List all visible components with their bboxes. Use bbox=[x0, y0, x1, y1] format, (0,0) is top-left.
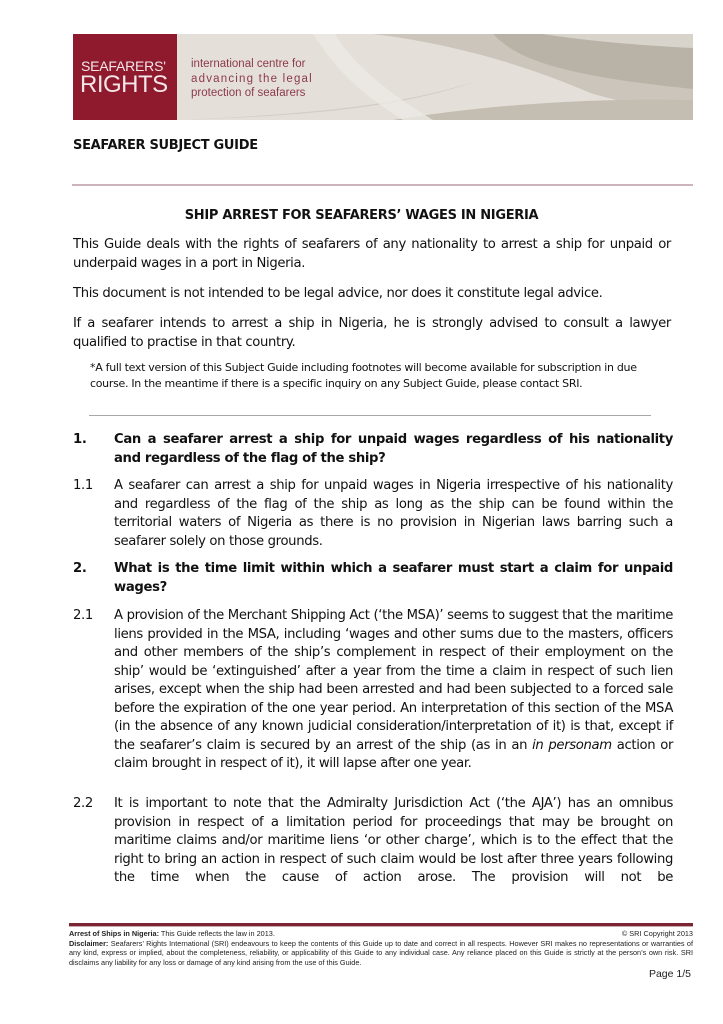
divider bbox=[72, 184, 693, 186]
item-text bbox=[114, 607, 673, 774]
copyright: © SRI Copyright 2013 bbox=[621, 929, 693, 938]
divider bbox=[89, 415, 651, 416]
intro-paragraph: This document is not intended to be legal advice, nor does it constitute legal advice. bbox=[73, 286, 603, 301]
item-number: 2.2 bbox=[73, 796, 93, 811]
section-item bbox=[73, 477, 673, 551]
logo-text-line2: RIGHTS bbox=[80, 71, 168, 98]
item-text: A seafarer can arrest a ship for unpaid wages in Nigeria irrespective of his nationality and regardless of the flag of the ship as long as the ship can be found within the territorial waters of Nigeria as there is no provision in Nigerian laws barring such a seafarer solely on those grounds. bbox=[114, 478, 673, 549]
page-footer bbox=[69, 929, 693, 967]
item-text: It is important to note that the Admiralty Jurisdiction Act (‘the AJA’) has an omnibus provision in respect of a limitation period for proceedings that may be brought on maritime claims and/or maritime liens ‘or other charge’, which is to the effect that the right to bring an action in respect of such claim would be lost after three years following the time when the cause of action arose. The provision will not be bbox=[114, 796, 673, 885]
footer-title-bold: Arrest of Ships in Nigeria: bbox=[69, 929, 160, 938]
intro-paragraph: This Guide deals with the rights of seafarers of any nationality to arrest a ship for unpaid or underpaid wages in a port in Nigeria. bbox=[73, 237, 671, 271]
section-heading bbox=[73, 560, 673, 597]
tagline-line: international centre for bbox=[191, 58, 306, 70]
header-banner bbox=[73, 34, 693, 120]
tagline-line: advancing the legal bbox=[191, 72, 313, 85]
intro-paragraph: If a seafarer intends to arrest a ship in Nigeria, he is strongly advised to consult a lawyer qualified to practise in that country. bbox=[73, 316, 671, 350]
disclaimer-text: Seafarers’ Rights International (SRI) endeavours to keep the contents of this Guide up to date and correct in all respects. However SRI makes no representations or warranties of any kind, express or implied, about the completeness, reliability, or applicability of this Guide to any individual case. Any reliance placed on this Guide is strictly at the person’s own risk. SRI disclaims any liability for any loss or damage of any kind arising from the use of this Guide. bbox=[69, 938, 693, 967]
item-text-part: action or claim brought in respect of it), it will lapse after one year. bbox=[114, 737, 674, 771]
footer-disclaimer bbox=[69, 939, 693, 968]
item-text-part: A provision of the Merchant Shipping Act (‘the MSA)’ seems to suggest that the maritime liens provided in the MSA, including ‘wages and other sums due to the masters, officers and other members of the ship’s complement in respect of their employment on the ship’ would be ‘extinguished’ after a year from the time a claim in respect of such lien arises, except when the ship had been arrested and had been subjected to a forced sale before the expiration of the one year period. An interpretation of this section of the MSA (in the absence of any known judicial consideration/interpretation of it) is that, except if the seafarer’s claim is secured by an arrest of the ship (as in an bbox=[114, 608, 673, 753]
disclaimer-label: Disclaimer: bbox=[69, 938, 109, 948]
page-number: Page 1/5 bbox=[648, 968, 691, 980]
subscription-note: *A full text version of this Subject Guide including footnotes will become available for subscription in due course. In the meantime if there is a specific inquiry on any Subject Guide, please contact SRI. bbox=[90, 361, 637, 390]
tagline-line: protection of seafarers bbox=[191, 87, 306, 99]
section-number: 1. bbox=[73, 432, 87, 447]
item-number: 1.1 bbox=[73, 478, 93, 493]
logo-text-line1: SEAFARERS' bbox=[81, 58, 166, 74]
latin-term: in personam bbox=[532, 737, 612, 753]
document-title: SHIP ARREST FOR SEAFARERS’ WAGES IN NIGERIA bbox=[184, 208, 539, 223]
section-item bbox=[73, 607, 673, 774]
item-number: 2.1 bbox=[73, 608, 93, 623]
guide-label: SEAFARER SUBJECT GUIDE bbox=[73, 138, 258, 153]
banner-tagline bbox=[191, 57, 313, 101]
section-heading bbox=[73, 431, 673, 468]
footer-divider bbox=[69, 923, 693, 927]
section-heading-text: What is the time limit within which a seafarer must start a claim for unpaid wages? bbox=[114, 561, 673, 595]
footer-title bbox=[69, 929, 693, 939]
section-heading-text: Can a seafarer arrest a ship for unpaid wages regardless of his nationality and regardless of the flag of the ship? bbox=[114, 432, 673, 466]
section-number: 2. bbox=[73, 561, 87, 576]
section-item bbox=[73, 795, 673, 888]
footer-title-text: This Guide reflects the law in 2013. bbox=[159, 929, 275, 938]
seafarers-rights-logo bbox=[73, 34, 177, 120]
